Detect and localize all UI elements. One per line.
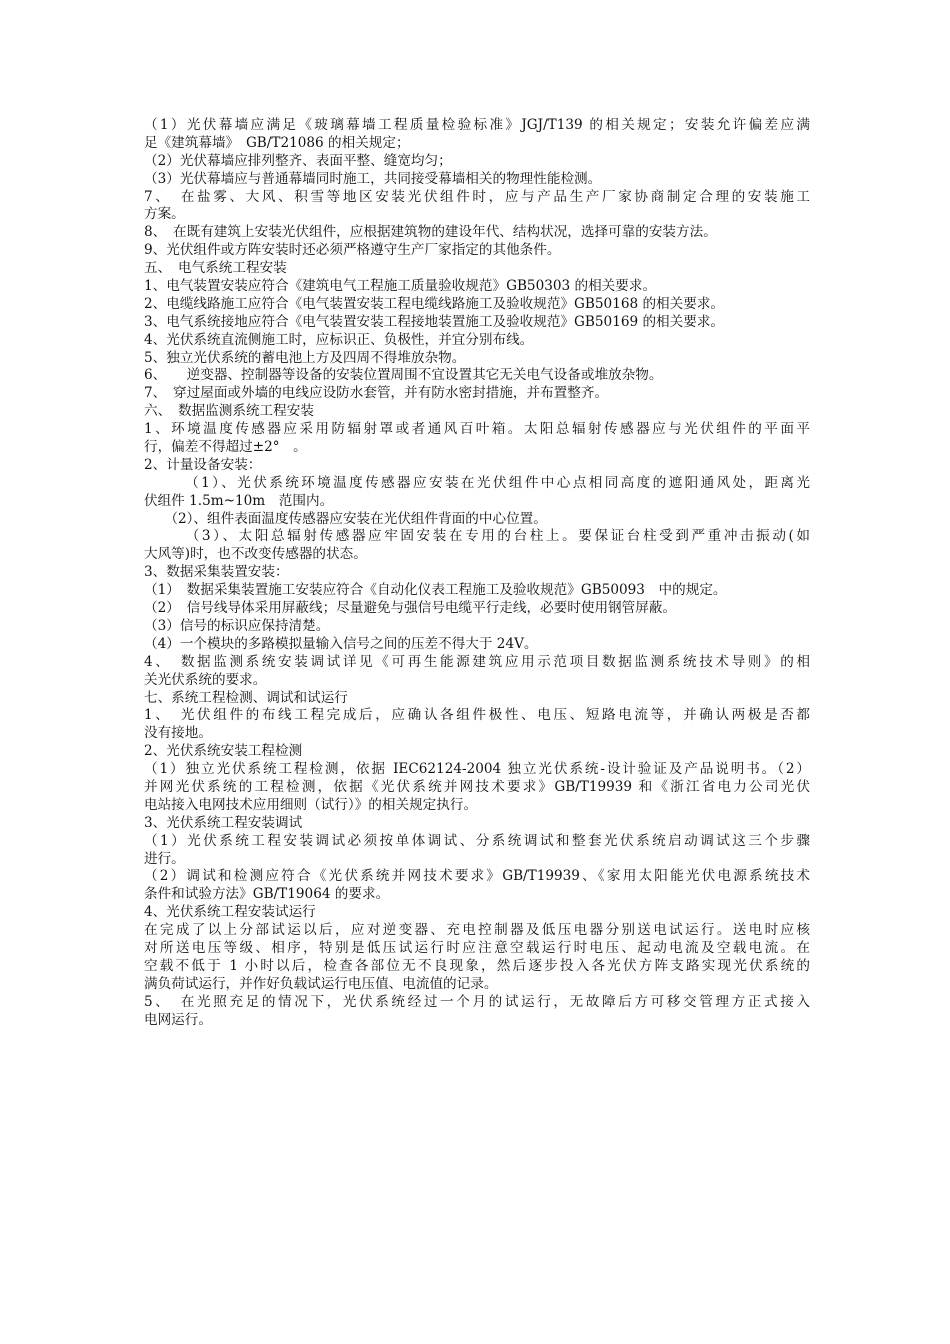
text-line: 对所送电压等级、相序，特别是低压试运行时应注意空载运行时电压、起动电流及空载电流。在 [144,939,810,956]
text-line: 满负荷试运行，并作好负载试运行电压值、电流值的记录。 [144,975,498,992]
text-line: 1、电气装置安装应符合《建筑电气工程施工质量验收规范》GB50303 的相关要求。 [144,278,657,295]
text-line: （1）、光伏系统环境温度传感器应安装在光伏组件中心点相同高度的遮阳通风处，距离光 [144,474,810,491]
text-line: 并网光伏系统的工程检测，依据《光伏系统并网技术要求》GB/T19939 和《浙江省电力公司光伏 [144,778,810,795]
text-line: 5、独立光伏系统的蓄电池上方及四周不得堆放杂物。 [144,349,466,366]
text-line: 空载不低于 1 小时以后，检查各部位无不良现象，然后逐步投入各光伏方阵支路实现光伏系统的 [144,957,810,974]
text-line: 9、光伏组件或方阵安装时还必须严格遵守生产厂家指定的其他条件。 [144,242,561,259]
text-line: 方案。 [144,206,185,223]
text-line: 4、光伏系统直流侧施工时，应标识正、负极性，并宜分别布线。 [144,331,534,348]
text-line: （2）、组件表面温度传感器应安装在光伏组件背面的中心位置。 [144,510,547,527]
text-line: （2）光伏幕墙应排列整齐、表面平整、缝宽均匀； [144,152,452,169]
text-line: 进行。 [144,850,185,867]
text-line: 4、 数据监测系统安装调试详见《可再生能源建筑应用示范项目数据监测系统技术导则》的相 [144,653,810,670]
text-line: 8、 在既有建筑上安装光伏组件，应根据建筑物的建设年代、结构状况，选择可靠的安装方法。 [144,224,717,241]
text-line: 3、数据采集装置安装： [144,564,289,581]
text-line: 1、 光伏组件的布线工程完成后，应确认各组件极性、电压、短路电流等，并确认两极是否都 [144,707,810,724]
text-line: （3）、太阳总辐射传感器应牢固安装在专用的台柱上。要保证台柱受到严重冲击振动(如 [144,528,810,545]
text-line: 伏组件 1.5m~10m 范围内。 [144,492,334,509]
text-line: 电网运行。 [144,1011,212,1028]
document-page [144,117,810,1029]
text-line: 五、 电气系统工程安装 [144,260,287,277]
text-line: 在完成了以上分部试运以后，应对逆变器、充电控制器及低压电器分别送电试运行。送电时应核 [144,922,810,939]
text-line: 关光伏系统的要求。 [144,671,267,688]
text-line: 6、 逆变器、控制器等设备的安装位置周围不宜设置其它无关电气设备或堆放杂物。 [144,367,663,384]
text-line: 4、光伏系统工程安装试运行 [144,904,316,921]
text-line: 3、光伏系统工程安装调试 [144,814,303,831]
text-line: （1） 数据采集装置施工安装应符合《自动化仪表工程施工及验收规范》GB50093 中的规定。 [144,582,727,599]
text-line: 1、环境温度传感器应采用防辐射罩或者通风百叶箱。太阳总辐射传感器应与光伏组件的平面平 [144,421,810,438]
text-line: 2、光伏系统安装工程检测 [144,743,303,760]
text-line: 七、系统工程检测、调试和试运行 [144,689,348,706]
text-line: 电站接入电网技术应用细则（试行）》的相关规定执行。 [144,796,478,813]
text-line: 7、 穿过屋面或外墙的电线应设防水套管，并有防水密封措施，并布置整齐。 [144,385,609,402]
text-line: （1）独立光伏系统工程检测，依据 IEC62124-2004 独立光伏系统-设计验证及产品说明书。（2） [144,761,810,778]
text-line: 足《建筑幕墙》 GB/T21086 的相关规定； [144,134,410,151]
text-line: 2、电缆线路施工应符合《电气装置安装工程电缆线路施工及验收规范》GB50168 的相关要求。 [144,295,725,312]
text-line: 大风等)时，也不改变传感器的状态。 [144,546,367,563]
text-line: （1）光伏系统工程安装调试必须按单体调试、分系统调试和整套光伏系统启动调试这三个步骤 [144,832,810,849]
text-line: （3）信号的标识应保持清楚。 [144,617,330,634]
text-line: 六、 数据监测系统工程安装 [144,403,314,420]
text-line: 没有接地。 [144,725,212,742]
text-line: （3）光伏幕墙应与普通幕墙同时施工，共同接受幕墙相关的物理性能检测。 [144,170,602,187]
text-line: （1）光伏幕墙应满足《玻璃幕墙工程质量检验标准》JGJ/T139 的相关规定；安装允许偏差应满 [144,117,810,133]
text-line: 3、电气系统接地应符合《电气装置安装工程接地装置施工及验收规范》GB50169 的相关要求。 [144,313,725,330]
text-line: （4）一个模块的多路模拟量输入信号之间的压差不得大于 24V。 [144,635,538,652]
text-line: 2、计量设备安装： [144,456,262,473]
text-line: （2） 信号线导体采用屏蔽线；尽量避免与强信号电缆平行走线，必要时使用钢管屏蔽。 [144,600,677,617]
text-line: （2）调试和检测应符合《光伏系统并网技术要求》GB/T19939、《家用太阳能光伏电源系统技术 [144,868,810,885]
text-line: 7、 在盐雾、大风、积雪等地区安装光伏组件时，应与产品生产厂家协商制定合理的安装施工 [144,188,810,205]
text-line: 行，偏差不得超过±2° 。 [144,439,307,456]
text-line: 条件和试验方法》GB/T19064 的要求。 [144,886,390,903]
text-line: 5、 在光照充足的情况下，光伏系统经过一个月的试运行，无故障后方可移交管理方正式接入 [144,993,810,1010]
